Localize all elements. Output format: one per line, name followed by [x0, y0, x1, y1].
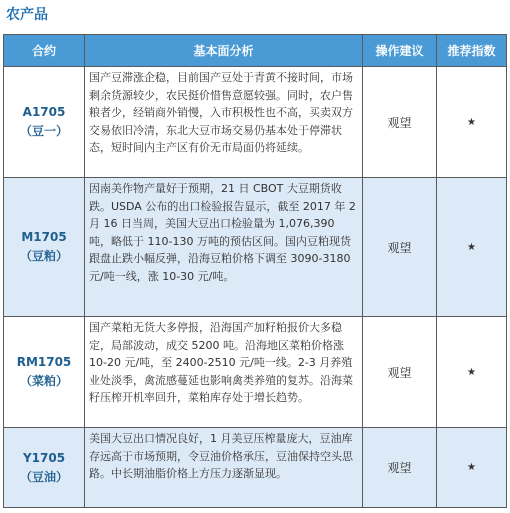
contract-cell [4, 67, 85, 178]
header-advice: 操作建议 [363, 35, 437, 67]
contract-name: （豆一） [19, 124, 68, 138]
contract-code: Y1705 [22, 450, 66, 465]
advice-text: 观望 [363, 428, 437, 508]
header-rating: 推荐指数 [437, 35, 507, 67]
rating-star-icon: ★ [437, 178, 507, 317]
analysis-text: 国产豆滞涨企稳，目前国产豆处于青黄不接时间，市场剩余货源较少，农民挺价惜售意愿较强。同时，农户售粮者少，经销商外销慢，入市积极性也不高，买卖双方交易依旧冷清，东北大豆市场交易仍基本处于停滞状态，短时间内主产区有价无市局面仍将延续。 [85, 67, 363, 178]
table-header-row [4, 35, 507, 67]
contract-code: M1705 [21, 230, 67, 244]
analysis-text: 因南美作物产量好于预期，21 日 CBOT 大豆期货收跌。USDA 公布的出口检验报告显示，截至 2017 年 2 月 16 日当周，美国大豆出口检验量为 1,076,390 吨，略低于 110-130 万吨的预估区间。国内豆粕现货跟盘止跌小幅反弹，沿海豆粕价格下调至 3090-3180 元/吨一线，涨 10-30 元/吨。 [85, 178, 363, 317]
advice-text: 观望 [363, 178, 437, 317]
contract-code: A1705 [22, 105, 66, 119]
contract-name: （豆油） [19, 469, 68, 484]
recommendation-table [3, 34, 507, 508]
table-row [4, 67, 507, 178]
section-title: 农产品 [6, 7, 48, 23]
contract-cell [4, 317, 85, 428]
contract-cell [4, 178, 85, 317]
header-analysis: 基本面分析 [85, 35, 363, 67]
contract-name: （菜粕） [19, 374, 68, 388]
contract-code: RM1705 [16, 355, 72, 369]
header-contract: 合约 [4, 35, 85, 67]
table-row [4, 317, 507, 428]
advice-text: 观望 [363, 317, 437, 428]
contract-cell [4, 428, 85, 508]
analysis-text: 美国大豆出口情况良好，1 月美豆压榨量庞大，豆油库存远高于市场预期，令豆油价格承压，豆油保持空头思路。中长期油脂价格上方压力逐渐显现。 [85, 428, 363, 508]
table-row [4, 428, 507, 508]
rating-star-icon: ★ [437, 317, 507, 428]
contract-name: （豆粕） [19, 249, 68, 263]
table-row [4, 178, 507, 317]
advice-text: 观望 [363, 67, 437, 178]
rating-star-icon: ★ [437, 428, 507, 508]
rating-star-icon: ★ [437, 67, 507, 178]
analysis-text: 国产菜粕无货大多停报，沿海国产加籽粕报价大多稳定，局部波动，成交 5200 吨。沿海地区菜粕价格涨 10-20 元/吨，至 2400-2510 元/吨一线。2-3 月养殖业处淡季，禽流感蔓延也影响禽类养殖的复苏。沿海菜籽压榨开机率回升，菜粕库存处于增长趋势。 [85, 317, 363, 428]
